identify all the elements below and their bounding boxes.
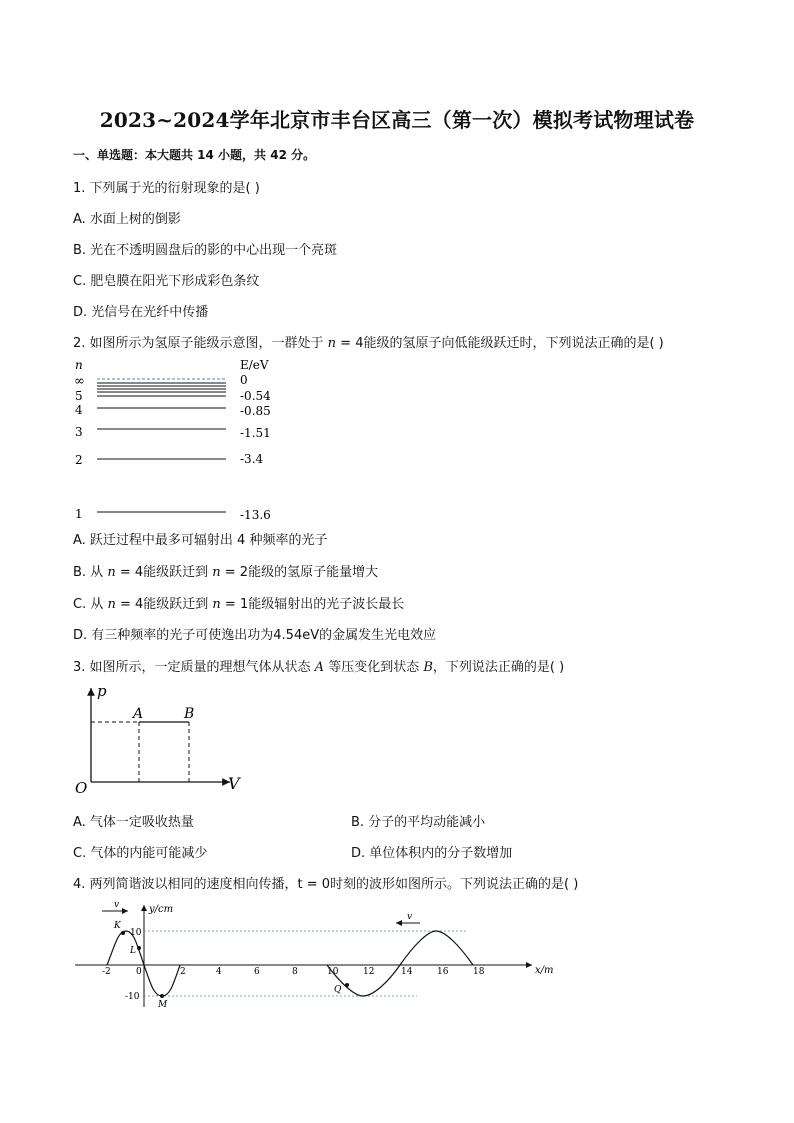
n-axis-label: n <box>75 358 83 372</box>
level-e-3: -1.51 <box>240 426 271 440</box>
wave-diagram <box>70 895 570 1015</box>
q1-option-c[interactable]: C. 肥皂膜在阳光下形成彩色条纹 <box>73 274 260 289</box>
q2-option-d[interactable]: D. 有三种频率的光子可使逸出功为4.54eV的金属发生光电效应 <box>73 628 437 643</box>
level-e-4: -0.85 <box>240 404 271 418</box>
section-heading: 一、单选题：本大题共 14 小题，共 42 分。 <box>73 148 316 162</box>
x-tick-2: 2 <box>180 967 186 977</box>
level-e-1: -13.6 <box>240 508 271 522</box>
level-n-2: 2 <box>75 453 83 467</box>
q2-option-c[interactable]: C. 从 n = 4能级跃迁到 n = 1能级辐射出的光子波长最长 <box>73 597 405 612</box>
q1-option-d[interactable]: D. 光信号在光纤中传播 <box>73 305 209 320</box>
x-tick-0: 0 <box>136 967 142 977</box>
level-e-inf: 0 <box>240 373 248 387</box>
q3-stem: 3. 如图所示，一定质量的理想气体从状态 A 等压变化到状态 B，下列说法正确的是( ) <box>73 660 565 675</box>
level-n-4: 4 <box>75 403 83 417</box>
x-axis-label: x/m <box>535 965 554 976</box>
level-n-3: 3 <box>75 425 83 439</box>
y-axis-label: y/cm <box>149 904 174 915</box>
x-tick-18: 18 <box>473 967 485 977</box>
q2-stem: 2. 如图所示为氢原子能级示意图，一群处于 n = 4能级的氢原子向低能级跃迁时，下列说法正确的是( ) <box>73 336 664 351</box>
q1-stem: 1. 下列属于光的衍射现象的是( ) <box>73 181 260 196</box>
p-axis-label: p <box>97 682 107 700</box>
q3-option-b[interactable]: B. 分子的平均动能减小 <box>351 815 486 830</box>
e-axis-label: E/eV <box>240 358 269 372</box>
state-a-label: A <box>133 706 144 722</box>
state-b-label: B <box>184 706 195 722</box>
q3-option-d[interactable]: D. 单位体积内的分子数增加 <box>351 846 513 861</box>
right-wave <box>327 931 473 996</box>
x-tick-14: 14 <box>401 967 413 977</box>
x-tick-16: 16 <box>437 967 449 977</box>
energy-level-diagram <box>70 355 290 525</box>
v-axis-label: V <box>228 774 240 793</box>
x-tick-6: 6 <box>254 967 260 977</box>
level-n-inf: ∞ <box>74 374 85 389</box>
y-tick-10: 10 <box>130 928 142 938</box>
x-tick-10: 10 <box>327 967 339 977</box>
x-tick-4: 4 <box>216 967 222 977</box>
q3-option-a[interactable]: A. 气体一定吸收热量 <box>73 815 194 830</box>
q2-option-a[interactable]: A. 跃迁过程中最多可辐射出 4 种频率的光子 <box>73 533 328 548</box>
point-q-label: Q <box>334 985 342 995</box>
x-tick-neg2: -2 <box>102 967 111 977</box>
origin-label: O <box>75 779 88 797</box>
right-velocity-label: v <box>407 912 413 922</box>
level-e-5: -0.54 <box>240 389 271 403</box>
pv-diagram <box>70 680 260 800</box>
point-k-label: K <box>114 921 121 931</box>
q1-option-b[interactable]: B. 光在不透明圆盘后的影的中心出现一个亮斑 <box>73 243 338 258</box>
left-velocity-label: v <box>114 900 120 910</box>
point-m-label: M <box>158 1000 168 1010</box>
level-e-2: -3.4 <box>240 452 264 466</box>
level-n-5: 5 <box>75 389 83 403</box>
q1-option-a[interactable]: A. 水面上树的倒影 <box>73 212 181 227</box>
point-k <box>121 931 125 935</box>
q4-stem: 4. 两列简谐波以相同的速度相向传播，t = 0时刻的波形如图所示。下列说法正确的是( ) <box>73 877 579 892</box>
point-l <box>137 946 141 950</box>
point-m <box>160 994 164 998</box>
level-n-1: 1 <box>75 507 83 521</box>
page-title: 2023~2024学年北京市丰台区高三（第一次）模拟考试物理试卷 <box>99 108 695 132</box>
q3-option-c[interactable]: C. 气体的内能可能减少 <box>73 846 208 861</box>
q2-option-b[interactable]: B. 从 n = 4能级跃迁到 n = 2能级的氢原子能量增大 <box>73 565 379 580</box>
point-q <box>345 983 349 987</box>
point-l-label: L <box>130 946 136 956</box>
x-tick-12: 12 <box>363 967 375 977</box>
x-tick-8: 8 <box>292 967 298 977</box>
y-tick-neg10: -10 <box>125 992 140 1002</box>
